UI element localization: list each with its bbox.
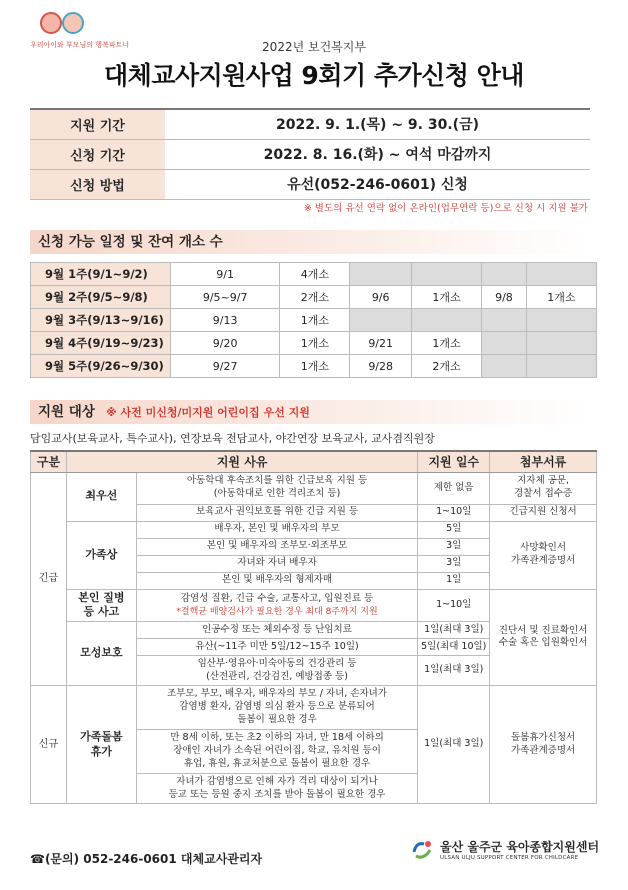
schedule-slots: 1개소 [280, 309, 350, 332]
target-note: ※ 사전 미신청/미지원 어린이집 우선 지원 [105, 406, 310, 419]
header-reason: 지원 사유 [66, 451, 417, 472]
days-cell: 제한 없음 [418, 472, 490, 504]
days-cell: 1일(최대 3일) [418, 686, 490, 804]
group-new: 신규 [31, 686, 67, 804]
days-cell: 1일(최대 3일) [418, 622, 490, 639]
reason-cell: 임산부·영유아·미숙아동의 건강관리 등 (산전관리, 건강검진, 예방접종 등) [136, 656, 417, 686]
schedule-week: 9월 2주(9/5~9/8) [31, 286, 171, 309]
schedule-row [31, 332, 597, 355]
schedule-slots [411, 263, 481, 286]
schedule-date: 9/27 [171, 355, 280, 378]
schedule-date [482, 332, 527, 355]
schedule-slots [526, 332, 596, 355]
days-cell: 1~10일 [418, 504, 490, 521]
schedule-week: 9월 1주(9/1~9/2) [31, 263, 171, 286]
reason-cell: 자녀와 자녀 배우자 [136, 555, 417, 572]
schedule-date [482, 309, 527, 332]
schedule-date: 9/21 [350, 332, 412, 355]
schedule-slots: 1개소 [280, 332, 350, 355]
header-days: 지원 일수 [418, 451, 490, 472]
table-row [31, 472, 597, 504]
info-row [30, 109, 590, 139]
schedule-slots: 2개소 [411, 355, 481, 378]
schedule-slots [526, 309, 596, 332]
reason-cell: 본인 및 배우자의 조부모·외조부모 [136, 538, 417, 555]
schedule-date: 9/20 [171, 332, 280, 355]
docs-cell: 사망확인서 가족관계증명서 [490, 521, 597, 589]
page-title: 대체교사지원사업 9회기 추가신청 안내 [104, 61, 524, 90]
org-logo-icon [410, 838, 434, 862]
org-name-english: ULSAN ULJU SUPPORT CENTER FOR CHILDCARE [440, 855, 579, 861]
logo-slogan: 우리아이와 부모님의 행복파트너 [30, 41, 130, 49]
info-note: ※ 별도의 유선 연락 없이 온라인(업무연락 등)으로 신청 시 지원 불가 [303, 203, 588, 214]
table-row [31, 521, 597, 538]
reason-cell: 인공수정 또는 체외수정 등 난임치료 [136, 622, 417, 639]
reason-cell: 배우자, 본인 및 배우자의 부모 [136, 521, 417, 538]
reason-cell: 유산(~11주 미만 5일/12~15주 10일) [136, 639, 417, 656]
schedule-date [482, 263, 527, 286]
schedule-week: 9월 4주(9/19~9/23) [31, 332, 171, 355]
table-header-row [31, 451, 597, 472]
schedule-week: 9월 3주(9/13~9/16) [31, 309, 171, 332]
info-value: 2022. 8. 16.(화) ~ 여석 마감까지 [165, 139, 590, 169]
reason-cell: 자녀가 감염병으로 인해 자가 격리 대상이 되거나 등교 또는 등원 중지 조치를 받아 돌봄이 필요한 경우 [136, 774, 417, 804]
table-row [31, 686, 597, 730]
schedule-slots: 1개소 [411, 332, 481, 355]
info-value: 2022. 9. 1.(목) ~ 9. 30.(금) [165, 109, 590, 139]
reason-note: *결핵균 배양검사가 필요한 경우 최대 8주까지 지원 [176, 606, 378, 617]
group-urgent: 긴급 [31, 472, 67, 686]
days-cell: 1일(최대 3일) [418, 656, 490, 686]
org-logo [410, 836, 600, 866]
support-table [30, 450, 597, 804]
org-name: 울산 울주군 육아종합지원센터 [440, 840, 600, 854]
schedule-section-header [30, 230, 590, 254]
schedule-title: 신청 가능 일정 및 잔여 개소 수 [38, 234, 223, 250]
schedule-date [350, 263, 412, 286]
schedule-slots: 1개소 [526, 286, 596, 309]
reason-cell: 아동학대 후속조치를 위한 긴급보육 지원 등 (아동학대로 인한 격리조치 등) [136, 472, 417, 504]
schedule-slots [411, 309, 481, 332]
table-row [31, 589, 597, 622]
reason-cell: 보육교사 권익보호를 위한 긴급 지원 등 [136, 504, 417, 521]
schedule-date: 9/8 [482, 286, 527, 309]
days-cell: 1일 [418, 572, 490, 589]
schedule-date: 9/1 [171, 263, 280, 286]
target-section-header [30, 400, 590, 424]
schedule-row [31, 355, 597, 378]
schedule-date: 9/5~9/7 [171, 286, 280, 309]
info-value: 유선(052-246-0601) 신청 [165, 169, 590, 199]
schedule-date: 9/13 [171, 309, 280, 332]
days-cell: 3일 [418, 555, 490, 572]
category-family-care: 가족돌봄 휴가 [66, 686, 136, 804]
reason-cell: 만 8세 이하, 또는 초2 이하의 자녀, 만 18세 이하의 장애인 자녀가 소속된 어린이집, 학교, 유치원 등이 휴업, 휴원, 휴교처분으로 돌봄이 필요한 경우 [136, 730, 417, 774]
target-title: 지원 대상 [38, 404, 95, 420]
category-priority: 최우선 [66, 472, 136, 521]
schedule-date: 9/6 [350, 286, 412, 309]
info-row [30, 139, 590, 169]
category-maternity: 모성보호 [66, 622, 136, 686]
info-row [30, 169, 590, 199]
reason-cell: 조부모, 부모, 배우자, 배우자의 부모 / 자녀, 손자녀가 감염병 환자, 감염병 의심 환자 등으로 분류되어 돌봄이 필요한 경우 [136, 686, 417, 730]
schedule-slots [526, 263, 596, 286]
header-category: 구분 [31, 451, 67, 472]
schedule-slots [526, 355, 596, 378]
docs-cell: 진단서 및 진료확인서 수술 혹은 입원확인서 [490, 589, 597, 686]
schedule-date: 9/28 [350, 355, 412, 378]
target-list: 담임교사(보육교사, 특수교사), 연장보육 전담교사, 야간연장 보육교사, 교사겸직원장 [30, 432, 435, 445]
docs-cell: 긴급지원 신청서 [490, 504, 597, 521]
info-label: 신청 기간 [30, 139, 165, 169]
reason-cell [136, 589, 417, 622]
days-cell: 3일 [418, 538, 490, 555]
reason-text: 감염성 질환, 긴급 수술, 교통사고, 입원진료 등 [180, 592, 374, 604]
docs-cell: 지자체 공문, 경찰서 접수증 [490, 472, 597, 504]
info-label: 신청 방법 [30, 169, 165, 199]
schedule-slots: 1개소 [280, 355, 350, 378]
schedule-date [482, 355, 527, 378]
child-face-icon [40, 12, 62, 34]
docs-cell: 돌봄휴가신청서 가족관계증명서 [490, 686, 597, 804]
days-cell: 1~10일 [418, 589, 490, 622]
schedule-slots: 1개소 [411, 286, 481, 309]
schedule-slots: 4개소 [280, 263, 350, 286]
info-table [30, 108, 590, 200]
schedule-row [31, 263, 597, 286]
reason-cell: 본인 및 배우자의 형제자매 [136, 572, 417, 589]
schedule-row [31, 309, 597, 332]
schedule-table [30, 262, 597, 378]
contact-footer: ☎(문의) 052-246-0601 대체교사관리자 [30, 852, 263, 866]
child-face-icon [62, 12, 84, 34]
days-cell: 5일 [418, 521, 490, 538]
schedule-week: 9월 5주(9/26~9/30) [31, 355, 171, 378]
schedule-slots: 2개소 [280, 286, 350, 309]
schedule-row [31, 286, 597, 309]
year-subtitle: 2022년 보건복지부 [262, 40, 366, 54]
days-cell: 5일(최대 10일) [418, 639, 490, 656]
schedule-date [350, 309, 412, 332]
header-docs: 첨부서류 [490, 451, 597, 472]
category-illness: 본인 질병 등 사고 [66, 589, 136, 622]
category-bereavement: 가족상 [66, 521, 136, 589]
info-label: 지원 기간 [30, 109, 165, 139]
